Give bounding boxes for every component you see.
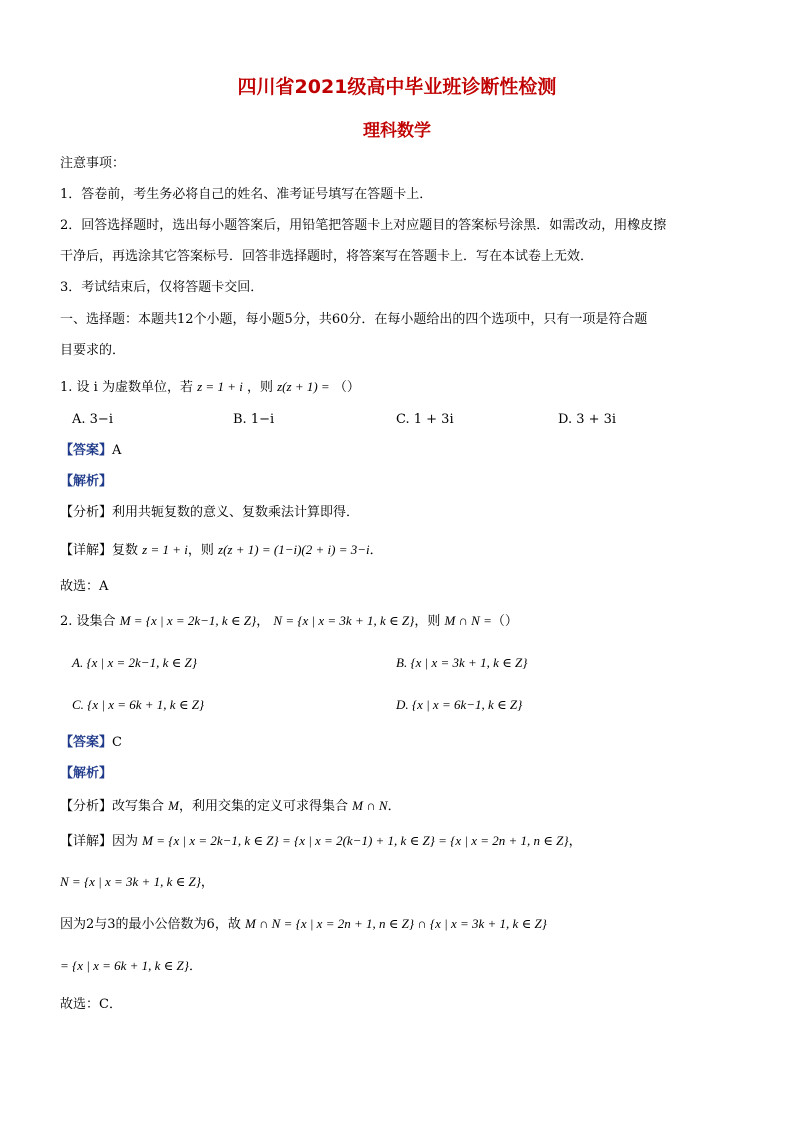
q1-option-b: B. 1−i — [233, 412, 275, 427]
q2-conclusion: 故选：C． — [60, 997, 122, 1012]
q2-fenxi-text-c: ． — [387, 799, 401, 814]
question-2-stem — [60, 611, 750, 632]
q1-analysis-tag — [60, 472, 750, 492]
q1-detail-text-b: ，则 — [187, 543, 214, 558]
q2-fenxi-math-2: M ∩ N — [352, 798, 388, 813]
q2-detail-line-2 — [60, 872, 750, 893]
q2-detail-math-1: M = {x | x = 2k−1, k ∈ Z} = {x | x = 2(k−1) + 1, k ∈ Z} = {x | x = 2n + 1, n ∈ Z} — [142, 833, 569, 848]
q1-fenxi-tag: 【分析】 — [60, 505, 113, 520]
q2-stem-text: 2. 设集合 — [60, 614, 116, 629]
q1-fenxi-text: 利用共轭复数的意义、复数乘法计算即得． — [112, 505, 360, 520]
q2-stem-text-b: ， — [256, 614, 270, 629]
notice-item-2-cont: 干净后，再选涂其它答案标号．回答非选择题时，将答案写在答题卡上．写在本试卷上无效． — [60, 249, 594, 264]
q1-stem-text-b: ，则 — [246, 380, 273, 395]
q2-option-b: B. {x | x = 3k + 1, k ∈ Z} — [396, 655, 528, 670]
q1-answer-tag: 【答案】 — [60, 443, 113, 458]
q1-detail-tag: 【详解】 — [60, 543, 113, 558]
q1-fenxi — [60, 503, 750, 523]
q2-fenxi — [60, 796, 750, 817]
q2-answer-value: C — [112, 735, 122, 750]
q1-stem-blank: （） — [333, 380, 360, 395]
section-heading: 一、选择题：本题共12个小题，每小题5分，共60分．在每小题给出的四个选项中，只有一项是符合题 — [60, 312, 648, 327]
q2-detail-text-b: ， — [568, 834, 582, 849]
q2-answer-tag: 【答案】 — [60, 735, 113, 750]
q1-option-c: C. 1 + 3i — [396, 412, 454, 427]
q1-answer-value: A — [112, 443, 122, 458]
q2-option-c: C. {x | x = 6k + 1, k ∈ Z} — [72, 697, 205, 712]
notice-item-3: 3．考试结束后，仅将答题卡交回． — [60, 280, 264, 295]
q1-analysis-label: 【解析】 — [60, 474, 113, 489]
q1-conclusion: 故选：A — [60, 579, 109, 594]
q2-analysis-tag — [60, 764, 750, 784]
q1-option-d: D. 3 + 3i — [558, 412, 617, 427]
q2-detail-math-2: N = {x | x = 3k + 1, k ∈ Z} — [60, 874, 201, 889]
q1-detail — [60, 540, 750, 561]
q2-fenxi-tag: 【分析】 — [60, 799, 113, 814]
section-heading-cont: 目要求的． — [60, 343, 126, 358]
q1-stem-text: 1. 设 i 为虚数单位，若 — [60, 380, 193, 395]
q2-fenxi-text-b: ，利用交集的定义可求得集合 — [179, 799, 349, 814]
q2-detail-text-d: 因为2与3的最小公倍数为6，故 — [60, 917, 241, 932]
q2-stem-math-2: N = {x | x = 3k + 1, k ∈ Z} — [273, 613, 415, 628]
q2-option-d: D. {x | x = 6k−1, k ∈ Z} — [396, 697, 523, 712]
q1-detail-math-1: z = 1 + i — [142, 542, 188, 557]
question-1-stem — [60, 377, 750, 398]
q1-option-a: A. 3−i — [72, 412, 113, 427]
q2-stem-math-3: M ∩ N = — [444, 613, 492, 628]
q1-stem-math: z = 1 + i — [197, 379, 243, 394]
q2-detail-math-4: = {x | x = 6k + 1, k ∈ Z} — [60, 958, 189, 973]
notice-item-2: 2．回答选择题时，选出每小题答案后，用铅笔把答题卡上对应题目的答案标号涂黑．如需改动，用橡皮擦 — [60, 218, 667, 233]
q1-detail-text-c: ． — [369, 543, 383, 558]
q2-fenxi-math-1: M — [168, 798, 180, 813]
q2-detail-text: 因为 — [112, 834, 139, 849]
notice-item-1: 1．答卷前，考生务必将自己的姓名、准考证号填写在答题卡上． — [60, 187, 433, 202]
q2-answer — [60, 733, 750, 753]
q1-answer — [60, 441, 750, 461]
q2-stem-text-c: ，则 — [414, 614, 441, 629]
q2-option-a: A. {x | x = 2k−1, k ∈ Z} — [72, 655, 197, 670]
q2-fenxi-text: 改写集合 — [112, 799, 165, 814]
notice-heading: 注意事项： — [60, 156, 126, 171]
q2-analysis-label: 【解析】 — [60, 766, 113, 781]
q2-detail-line-3 — [60, 914, 750, 935]
q1-stem-math-2: z(z + 1) = — [277, 379, 330, 394]
q2-detail-text-c: ， — [200, 875, 214, 890]
q2-stem-math-1: M = {x | x = 2k−1, k ∈ Z} — [119, 613, 257, 628]
q2-detail-math-3: M ∩ N = {x | x = 2n + 1, n ∈ Z} ∩ {x | x = 3k + 1, k ∈ Z} — [244, 916, 547, 931]
q1-detail-text: 复数 — [112, 543, 139, 558]
q2-detail-line-1 — [60, 831, 750, 852]
page-subtitle: 理科数学 — [363, 121, 431, 141]
q2-stem-blank: （） — [491, 614, 518, 629]
q2-detail-tag: 【详解】 — [60, 834, 113, 849]
q1-detail-math-2: z(z + 1) = (1−i)(2 + i) = 3−i — [218, 542, 370, 557]
q2-detail-line-4 — [60, 956, 750, 977]
page-title: 四川省2021级高中毕业班诊断性检测 — [237, 76, 557, 98]
q2-detail-text-e: ． — [188, 959, 202, 974]
